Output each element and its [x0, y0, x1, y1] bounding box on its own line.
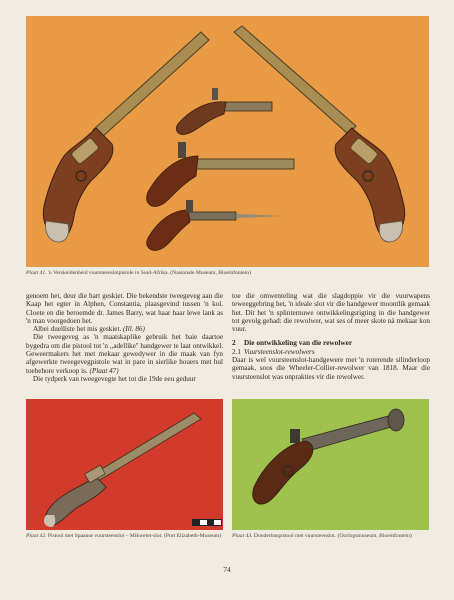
right-text-column: [232, 292, 430, 381]
miquelet-pistol-photo: [26, 399, 223, 530]
illustration-reference: (Ill. 86): [123, 325, 145, 334]
page-number: 74: [223, 565, 231, 574]
right-long-pistol: [234, 26, 405, 242]
blunderbuss-pistol-photo: [232, 399, 429, 530]
plate-reference: (Plaat 47): [89, 366, 119, 375]
bayonet-pistol: [147, 200, 284, 250]
subsection-heading: 2.1 Vuursteenslot-rewolwers: [232, 347, 315, 356]
caption-text: 'n Verskeidenheid vuursteenslotpistole in Suid-Afrika. (Nasionale Museum, Bloemfontein): [46, 270, 251, 276]
paragraph: Die tweegeveg as 'n maatskaplike gebruik het baie daartoe bygedra om die pistool tot 'n ,,adellike'' handgewer te laat ontwikkel. Geweermakers het met mekaar gewedywer in die maak van fyn afgewerkte tweegevegpistole wat in pare in sierlike houers met hul toebehore verkoop is. (Plaat 47): [26, 333, 223, 375]
caption-text: Donderbuspistool met vuursteenslot. (Oorlogsmuseum, Bloemfontein): [252, 533, 412, 539]
right-photo-caption: [232, 533, 429, 540]
section-heading: 2 Die ontwikkeling van die rewolwer: [232, 338, 353, 348]
left-text-column: [26, 292, 223, 383]
left-photo-caption: [26, 533, 223, 540]
paragraph: toe die omwenteling wat die slagdoppie vir die vuurwapens teweeggebring het, 'n ideale slot vir die handgewer moontlik gemaak het. Dit het 'n splinternuwe ontwikkelingsrigting in die handgewer tot gevolg gehad: die rewolwer, wat ses of meer skote nà mekaar kon vuur.: [232, 292, 430, 334]
plate-label: Plaat 41.: [26, 270, 47, 276]
paragraph: Albei duelliste het mis geskiet. (Ill. 86): [33, 325, 145, 334]
paragraph: Die tydperk van tweegevegte het tot die 19de eeu geduur: [33, 374, 196, 383]
plate-label: Plaat 42.: [26, 533, 47, 539]
plate-label: Plaat 43.: [232, 533, 253, 539]
caption-text: Pistool met Spaanse vuursteenslot – Mikwelet-slot. (Port Elizabeth-Museum): [46, 533, 221, 539]
middle-flintlock-pistol: [147, 142, 294, 206]
paragraph: genoem het, deur die hart geskiet. Die bekendste tweegeveg aan die Kaap het egter in Alphen, Constantia, plaasgevind tussen 'n kol. Cloete en die beroemde dr. James Barry, wat haar haar lewe lank as 'n man voorgedoen het.: [26, 292, 223, 325]
small-pocket-pistol: [176, 88, 272, 134]
flintlock-pistols-photo: [26, 16, 429, 267]
scale-bar: [192, 519, 222, 526]
top-photo-caption: [26, 270, 426, 277]
paragraph: Daar is wel vuursteenslot-handgewere met 'n roterende silinderloop gemaak, soos die Wheeler-Collier-rewolwer van 1818. Maar die vuursteenslot was onprakties vir die rewolwer.: [232, 356, 430, 381]
